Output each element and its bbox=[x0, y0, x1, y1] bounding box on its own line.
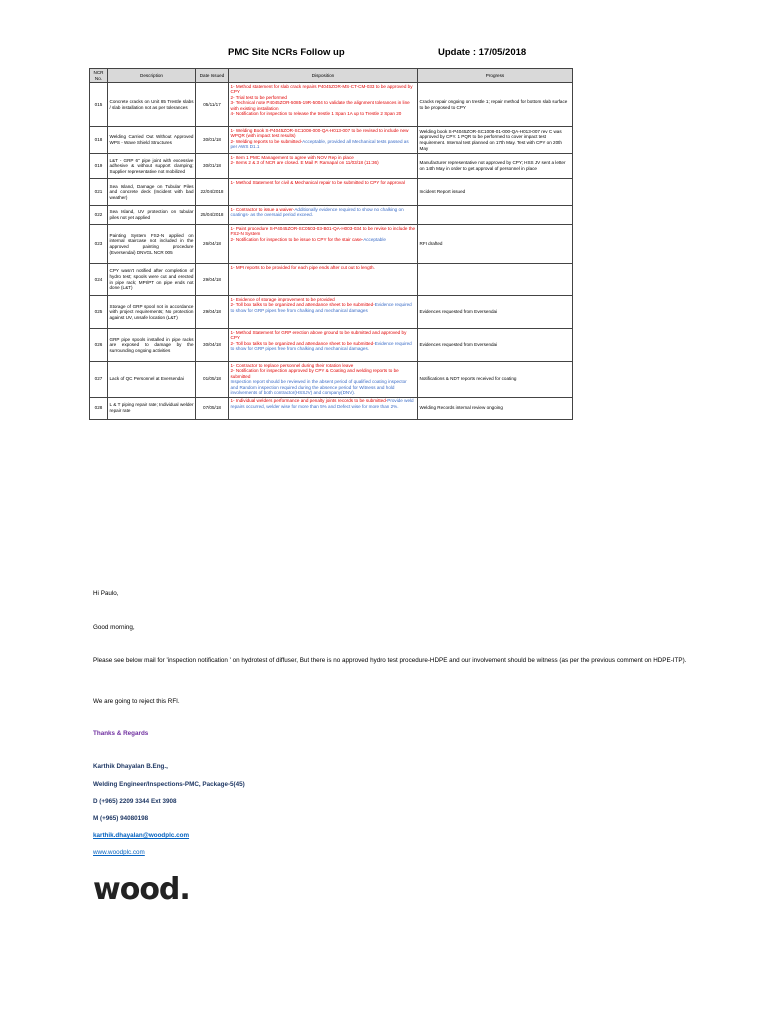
description-cell: Lack of QC Personnel at Eversendai bbox=[108, 362, 196, 398]
date-issued-cell: 29/04/18 bbox=[196, 264, 229, 296]
description-cell: Concrete cracks on Unit 85 Trestle slabs / slab installation not as per tolerances bbox=[108, 83, 196, 127]
progress-cell: RFI drafted bbox=[418, 225, 573, 264]
ncr-number-cell: 026 bbox=[90, 329, 108, 362]
ncr-number-cell: 027 bbox=[90, 362, 108, 398]
description-cell: CPY wasn't notified after completion of hydro test; spools were cut and erected in pipe rack; MPI/PT on pipe ends not done (L&T) bbox=[108, 264, 196, 296]
table-body bbox=[90, 83, 573, 420]
email-morning: Good morning, bbox=[93, 624, 135, 631]
disposition-line: 2- Notification for inspection approved by CPY & Coating and welding reports to be submitted bbox=[230, 368, 399, 379]
ncr-number-cell: 019 bbox=[90, 154, 108, 179]
wood-logo: wood. bbox=[93, 872, 190, 907]
disposition-line: 2- Toll box talks to be organized and attendance sheet to be submitted- bbox=[230, 340, 375, 346]
table-row bbox=[90, 296, 573, 329]
email-text: Please see below mail for 'inspection notification ' on hydrotest of diffuser, But there is no approved hydro test procedure-HDPE and our involvement should be witness (as per the previous comment on HDPE-ITP). bbox=[93, 657, 687, 664]
disposition-line: 1- Method Statement for civil & Mechanical repair to be submitted to CPY for approval bbox=[230, 179, 405, 185]
ncr-table bbox=[89, 68, 573, 420]
disposition-line: 4- Notification for inspection to release the trestle 1 Span 1A up to Trestle 2 Span 20 bbox=[230, 111, 402, 117]
table-row bbox=[90, 179, 573, 206]
ncr-number-cell: 025 bbox=[90, 296, 108, 329]
ncr-number-cell: 023 bbox=[90, 225, 108, 264]
disposition-line: 1- Method Statement for GRP erection above ground to be submitted and approved by CPY bbox=[230, 329, 407, 341]
description-cell: Storage of GRP spool not in accordance with project requirements; No protection against UV, unsafe location (L&T) bbox=[108, 296, 196, 329]
disposition-line: 1- Paint procedure S-P4045ZOR-SC0503-03-B01-QA-H003-034 to be revise to include the FS2-N System bbox=[230, 225, 416, 237]
table-row bbox=[90, 264, 573, 296]
date-issued-cell: 30/01/18 bbox=[196, 127, 229, 154]
table-row bbox=[90, 362, 573, 398]
table-row bbox=[90, 397, 573, 419]
date-issued-cell: 29/04/18 bbox=[196, 296, 229, 329]
progress-cell: Welding Records internal review ongoing bbox=[418, 397, 573, 419]
update-date: Update : 17/05/2018 bbox=[438, 47, 527, 58]
ncr-number-cell: 021 bbox=[90, 179, 108, 206]
disposition-line: 2- Trial test to be performed bbox=[230, 94, 287, 100]
disposition-line: Acceptable bbox=[363, 236, 386, 242]
col-header-disposition: Disposition bbox=[229, 69, 418, 83]
disposition-line: 1- Welding Book S-P4045ZOR-SC1008-000-QA-H013-007 to be revised to include new WPQR (with impact test results) bbox=[230, 127, 409, 139]
date-issued-cell: 22/04/2018 bbox=[196, 179, 229, 206]
date-issued-cell: 01/05/18 bbox=[196, 362, 229, 398]
disposition-cell bbox=[229, 225, 418, 264]
ncr-number-cell: 024 bbox=[90, 264, 108, 296]
table-row bbox=[90, 83, 573, 127]
col-header-date-issued: Date Issued bbox=[196, 69, 229, 83]
disposition-line: 1- MPI reports to be provided for each pipe ends after cut out to length. bbox=[230, 264, 375, 270]
progress-cell: Notifications & NDT reports received for coating bbox=[418, 362, 573, 398]
description-cell: GRP pipe spools installed in pipe racks are exposed to damage by the surrounding ongoing activities bbox=[108, 329, 196, 362]
disposition-line: Acceptable, provided all Mechanical tests passed as per AWS D1.1 bbox=[230, 138, 409, 150]
disposition-line: Additionally evidence required to show no chalking on coatings- as the oversaid period exceed. bbox=[230, 206, 404, 218]
col-header-description: Description bbox=[108, 69, 196, 83]
disposition-cell bbox=[229, 83, 418, 127]
disposition-cell bbox=[229, 296, 418, 329]
progress-cell: Evidences requested from Eversendai bbox=[418, 296, 573, 329]
disposition-line: 1- Method statement for slab crack repairs P4045ZOR-MS-CT-CM-033 to be approved by CPY bbox=[230, 83, 413, 95]
description-cell: Painting System FS2-N applied on internal staircase not included in the approved painting procedure (Eversendai) DNVGL NCR 005 bbox=[108, 225, 196, 264]
email-reject: We are going to reject this RFI. bbox=[93, 698, 180, 705]
disposition-cell bbox=[229, 397, 418, 419]
disposition-line: 3- Technical note P4045ZOR-5085-19R-5004 to validate the alignment tolerances in line with existing installation bbox=[230, 100, 410, 111]
disposition-line: Provide weld repairs occurred, welder wise for more than 5% and Defect wise for more than 2%. bbox=[230, 398, 414, 409]
description-cell: L&T - GRP 6" pipe joint with excessive adhesive & without support clamping; Supplier representative not mobilized bbox=[108, 154, 196, 179]
progress-cell bbox=[418, 206, 573, 225]
date-issued-cell: 25/04/2018 bbox=[196, 206, 229, 225]
table-row bbox=[90, 127, 573, 154]
signature-email-link[interactable]: karthik.dhayalan@woodplc.com bbox=[93, 832, 190, 839]
table-header-row bbox=[90, 69, 573, 83]
disposition-cell bbox=[229, 154, 418, 179]
ncr-number-cell: 015 bbox=[90, 83, 108, 127]
ncr-number-cell: 022 bbox=[90, 206, 108, 225]
disposition-line: Inspection report should be reviewed in the absent period of qualified coating inspector and Random inspection required during the absence period for Witness and hold involvements of both contractor(HSSJV) and company(DNV). bbox=[230, 379, 407, 396]
description-cell: Sea Island, Damage on Tubular Piles and concrete deck (Incident with bad weather) bbox=[108, 179, 196, 206]
disposition-line: Evidence required to show for GRP pipes free from chalking and mechanical damages. bbox=[230, 340, 412, 352]
disposition-cell bbox=[229, 264, 418, 296]
page-title: PMC Site NCRs Follow up bbox=[228, 47, 345, 58]
disposition-cell bbox=[229, 127, 418, 154]
disposition-line: 2- Toll box talks to be organized and attendance sheet to be submitted- bbox=[230, 302, 375, 308]
description-cell: Welding Carried Out Without Approved WPS - Wave Shield Structures bbox=[108, 127, 196, 154]
date-issued-cell: 30/04/18 bbox=[196, 329, 229, 362]
col-header-ncr-no: NCR No. bbox=[90, 69, 108, 83]
disposition-line: 2- Welding reports to be submitted- bbox=[230, 138, 303, 144]
progress-cell: Welding book S-P4045ZOR-SC1008-01-000-QA-H013-007 rev C was approved by CPY. 1 PQR to be performed to cover impact test requirement. Internal test planned on 17th May. Test with CPY on 20th May bbox=[418, 127, 573, 154]
col-header-progress: Progress bbox=[418, 69, 573, 83]
signature-phone-mobile: M (+965) 94080198 bbox=[93, 815, 149, 822]
disposition-cell bbox=[229, 329, 418, 362]
date-issued-cell: 07/05/18 bbox=[196, 397, 229, 419]
disposition-line: 1- Individual welders performance and penalty joints records to be submitted- bbox=[230, 398, 388, 404]
disposition-cell bbox=[229, 362, 418, 398]
signature-phone-direct: D (+965) 2209 3344 Ext 3908 bbox=[93, 798, 177, 805]
progress-cell: Cracks repair ongoing on trestle 1; repair method for bottom slab surface to be proposed to CPY bbox=[418, 83, 573, 127]
description-cell: Sea Island, UV protection on tubular piles not yet applied bbox=[108, 206, 196, 225]
email-greeting: Hi Paulo, bbox=[93, 590, 119, 597]
disposition-line: 1- Contractor to issue a waiver- bbox=[230, 206, 295, 212]
progress-cell: Manufacturer representative not approved by CPY; HSS JV sent a letter on 14th May in order to get approval of personnel in place bbox=[418, 154, 573, 179]
disposition-line: 2- Notification for inspection to be issue to CPY for the stair case- bbox=[230, 236, 364, 242]
date-issued-cell: 26/04/18 bbox=[196, 225, 229, 264]
table-row bbox=[90, 329, 573, 362]
signature-website-link[interactable]: www.woodplc.com bbox=[93, 849, 145, 856]
table-row bbox=[90, 154, 573, 179]
disposition-line: 1- Evidence of storage improvement to be provided bbox=[230, 296, 335, 302]
signature-name: Karthik Dhayalan B.Eng., bbox=[93, 763, 168, 770]
email-thanks: Thanks & Regards bbox=[93, 730, 149, 737]
disposition-cell bbox=[229, 179, 418, 206]
ncr-number-cell: 018 bbox=[90, 127, 108, 154]
progress-cell: Incident Report issued bbox=[418, 179, 573, 206]
ncr-number-cell: 028 bbox=[90, 397, 108, 419]
date-issued-cell: 05/11/17 bbox=[196, 83, 229, 127]
disposition-line: Evidence required to show for GRP pipes free from chalking and mechanical damages bbox=[230, 302, 412, 313]
disposition-cell bbox=[229, 206, 418, 225]
disposition-line: 2- Items 2 & 3 of NCR are closed. E Mail P. Ramapal on 11/03/18 (11:36) bbox=[230, 160, 379, 166]
table-row bbox=[90, 225, 573, 264]
date-issued-cell: 30/01/18 bbox=[196, 154, 229, 179]
progress-cell: Evidences requested from Eversendai bbox=[418, 329, 573, 362]
description-cell: L & T piping repair rate; Individual welder repair rate bbox=[108, 397, 196, 419]
signature-role: Welding Engineer/Inspections-PMC, Package-5(45) bbox=[93, 781, 245, 788]
table-row bbox=[90, 206, 573, 225]
disposition-line: 1- Item 1 PMC Management to agree with NOV Rep in place bbox=[230, 154, 354, 160]
progress-cell bbox=[418, 264, 573, 296]
disposition-line: 1- Contractor to replace personnel during their rotation leave bbox=[230, 362, 354, 368]
